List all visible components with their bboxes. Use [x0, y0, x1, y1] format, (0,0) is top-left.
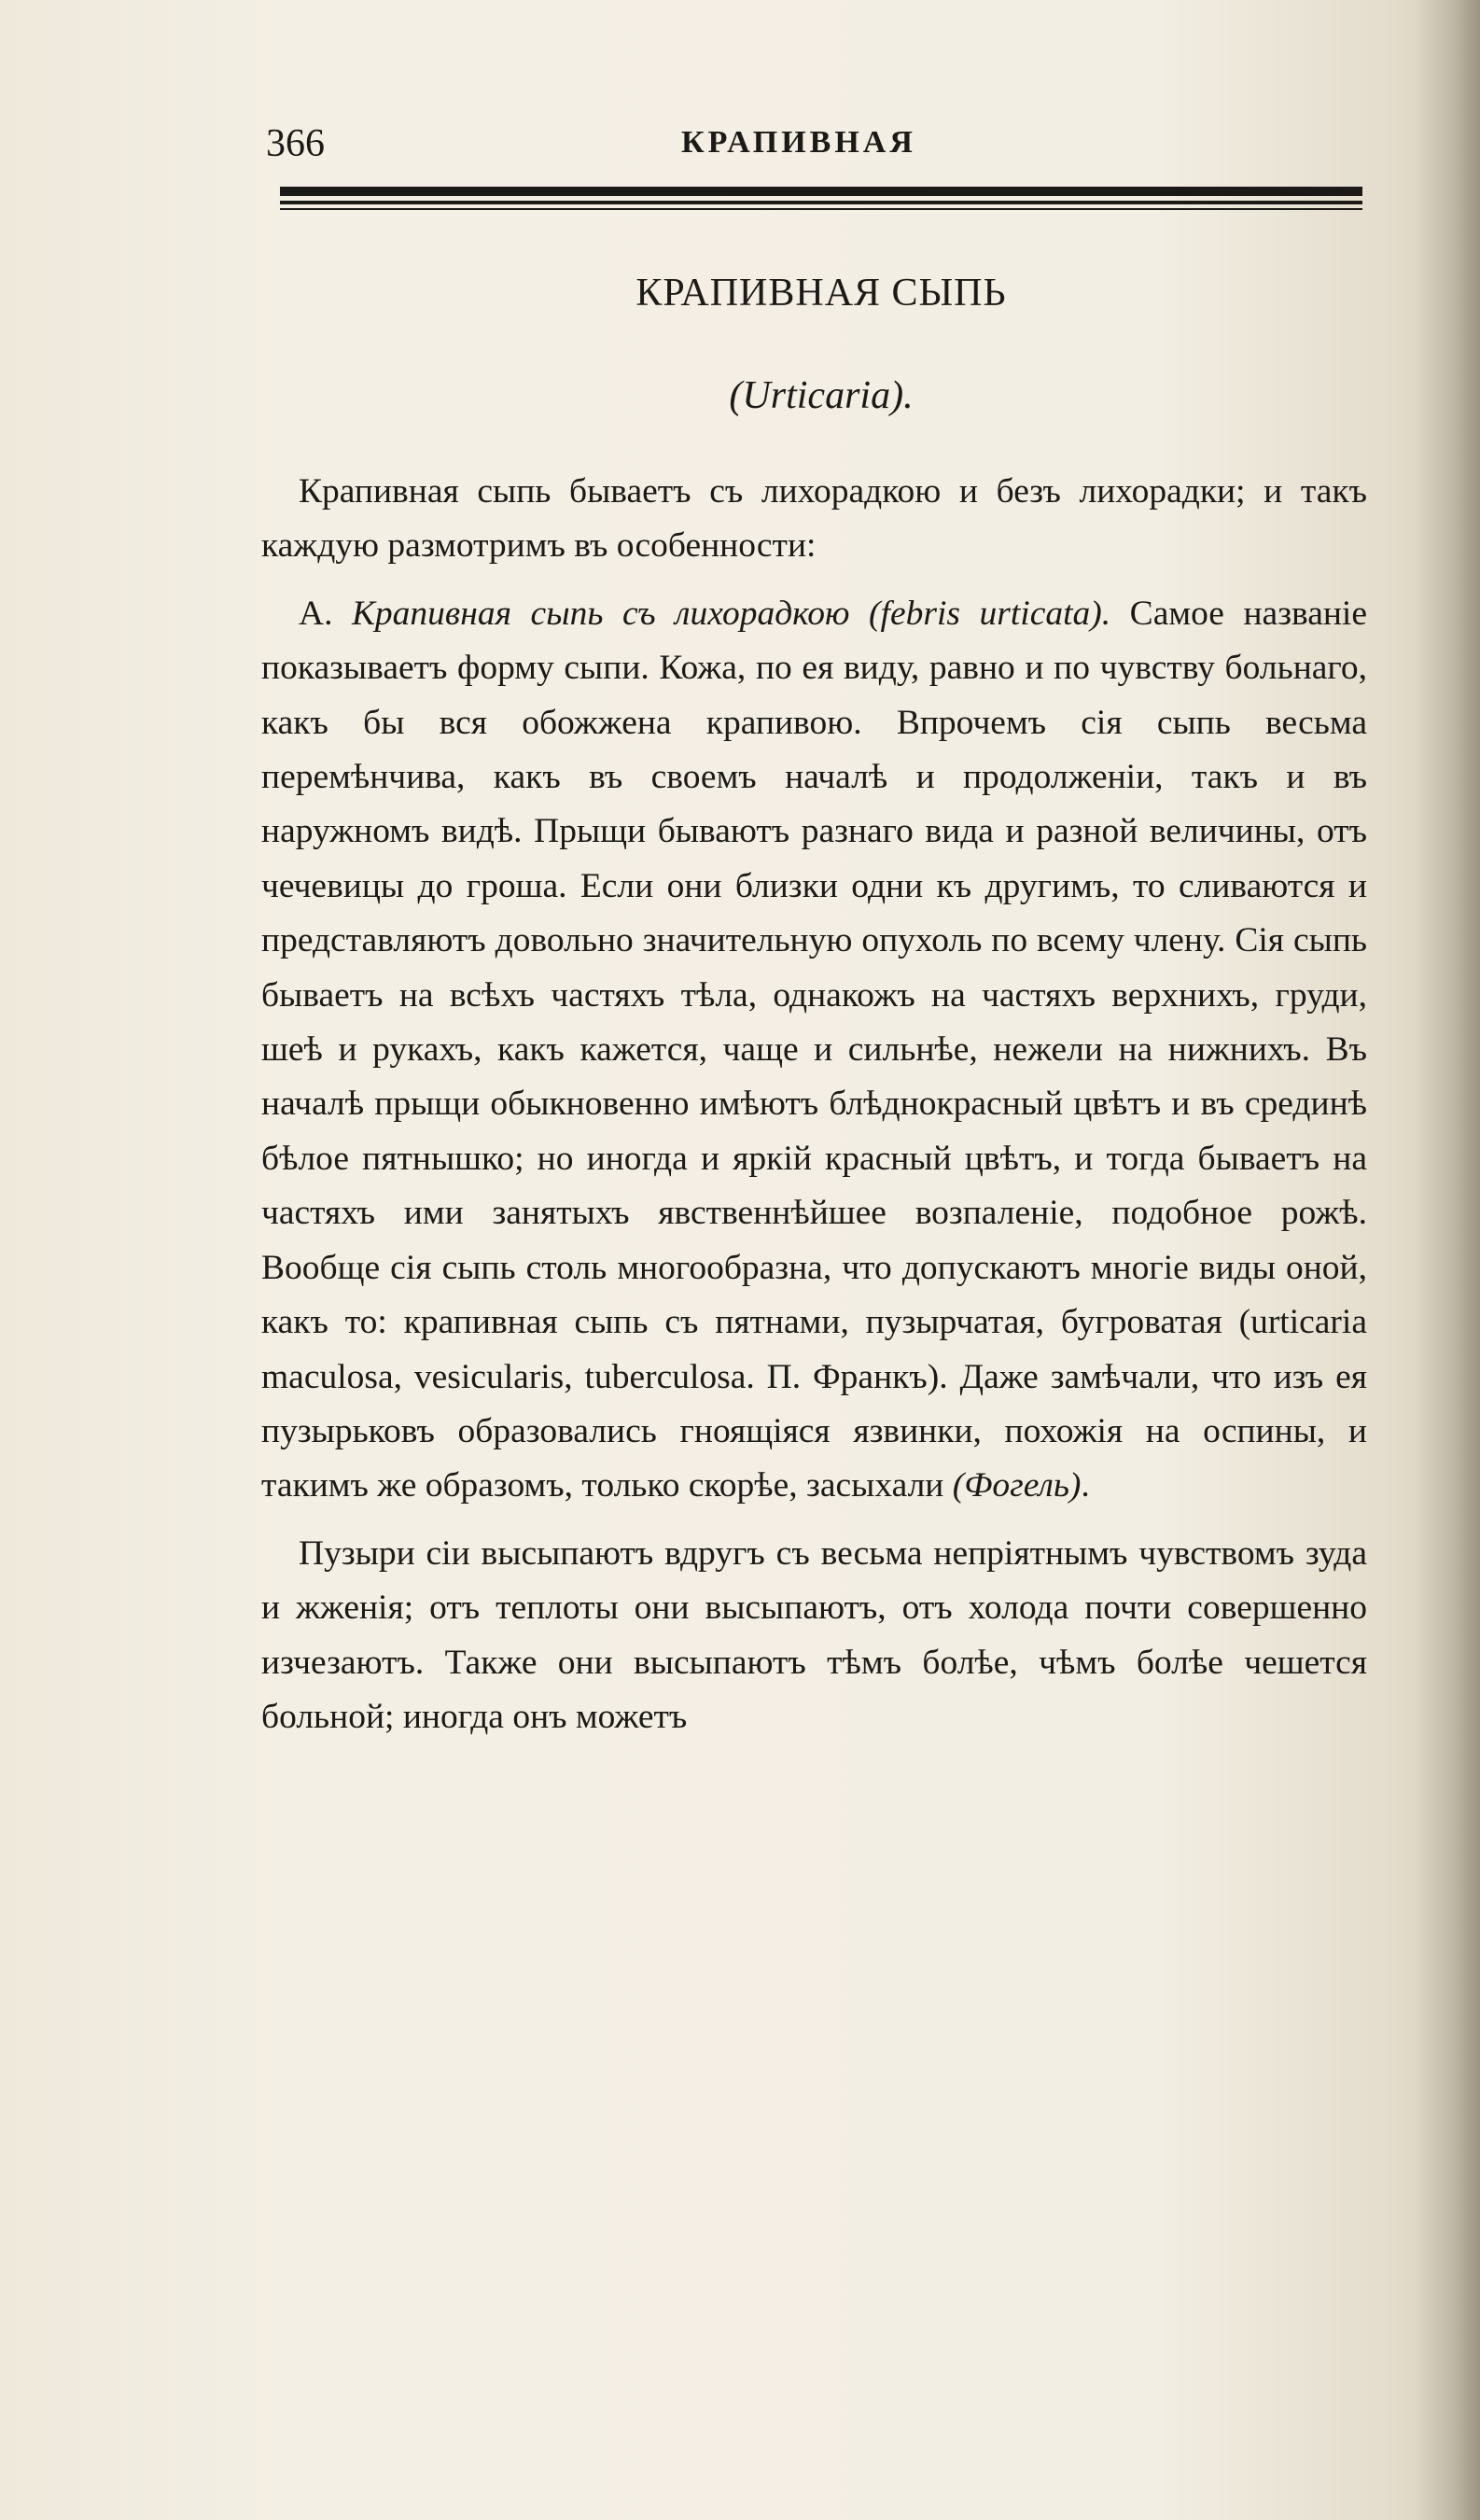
- section-a-latin: (febris urticata).: [869, 594, 1111, 633]
- section-a-heading: Крапивная сыпь съ лихорадкою: [352, 594, 850, 633]
- section-a-text: Самое названіе показываетъ форму сыпи. Кожа, по ея виду, равно и по чувству больнаго, какъ бы вся обожжена крапивою. Впрочемъ сія сыпь весьма перемѣнчива, какъ въ своемъ началѣ и продолженіи, такъ и въ наружномъ видѣ. Прыщи бываютъ разнаго вида и разной величины, отъ чечевицы до гроша. Если они близки одни къ другимъ, то сливаются и представляютъ довольно значительную опухоль по всему члену. Сія сыпь бываетъ на всѣхъ частяхъ тѣла, однакожъ на частяхъ верхнихъ, груди, шеѣ и рукахъ, какъ кажется, чаще и сильнѣе, нежели на нижнихъ. Въ началѣ прыщи обыкновенно имѣютъ блѣднокрасный цвѣтъ и въ срединѣ бѣлое пятнышко; но иногда и яркій красный цвѣтъ, и тогда бываетъ на частяхъ ими занятыхъ явственнѣйшее возпаленіе, подобное рожѣ. Вообще сія сыпь столь многообразна, что допускаютъ многіе виды оной, какъ то: крапивная сыпь съ пятнами, пузырчатая, бугроватая (urticaria maculosa, vesicularis, tuberculosa. П. Франкъ). Даже замѣчали, что изъ ея пузырьковъ образовались гноящіяся язвинки, похожія на оспины, и такимъ же образомъ, только скорѣе, засыхали: [261, 594, 1367, 1505]
- header-rule-thin: [280, 201, 1362, 204]
- section-a-label: А.: [299, 594, 333, 633]
- page-edge-shadow: [1415, 0, 1480, 2520]
- paragraph-section-a: [261, 587, 1367, 1514]
- chapter-subtitle: (Urticaria).: [729, 374, 914, 417]
- section-a-end: .: [1081, 1466, 1090, 1505]
- header-rule-thick: [280, 187, 1362, 196]
- paragraph-intro: Крапивная сыпь бываетъ съ лихорадкою и безъ лихорадки; и такъ каждую размотримъ въ особенности:: [261, 472, 1367, 566]
- paragraph-closing: Пузыри сіи высыпаютъ вдругъ съ весьма непріятнымъ чувствомъ зуда и жженія; отъ теплоты они высыпаютъ, отъ холода почти совершенно изчезаютъ. Также они высыпаютъ тѣмъ болѣе, чѣмъ болѣе чешется больной; иногда онъ можетъ: [261, 1533, 1367, 1736]
- page-header: [261, 110, 1362, 175]
- running-head: КРАПИВНАЯ: [681, 125, 916, 160]
- body-text: [261, 465, 1367, 1757]
- header-rule-hairline: [280, 208, 1362, 210]
- section-a-author: (Фогель): [952, 1466, 1082, 1505]
- chapter-title: КРАПИВНАЯ СЫПЬ: [635, 272, 1007, 315]
- page-number: 366: [266, 122, 325, 165]
